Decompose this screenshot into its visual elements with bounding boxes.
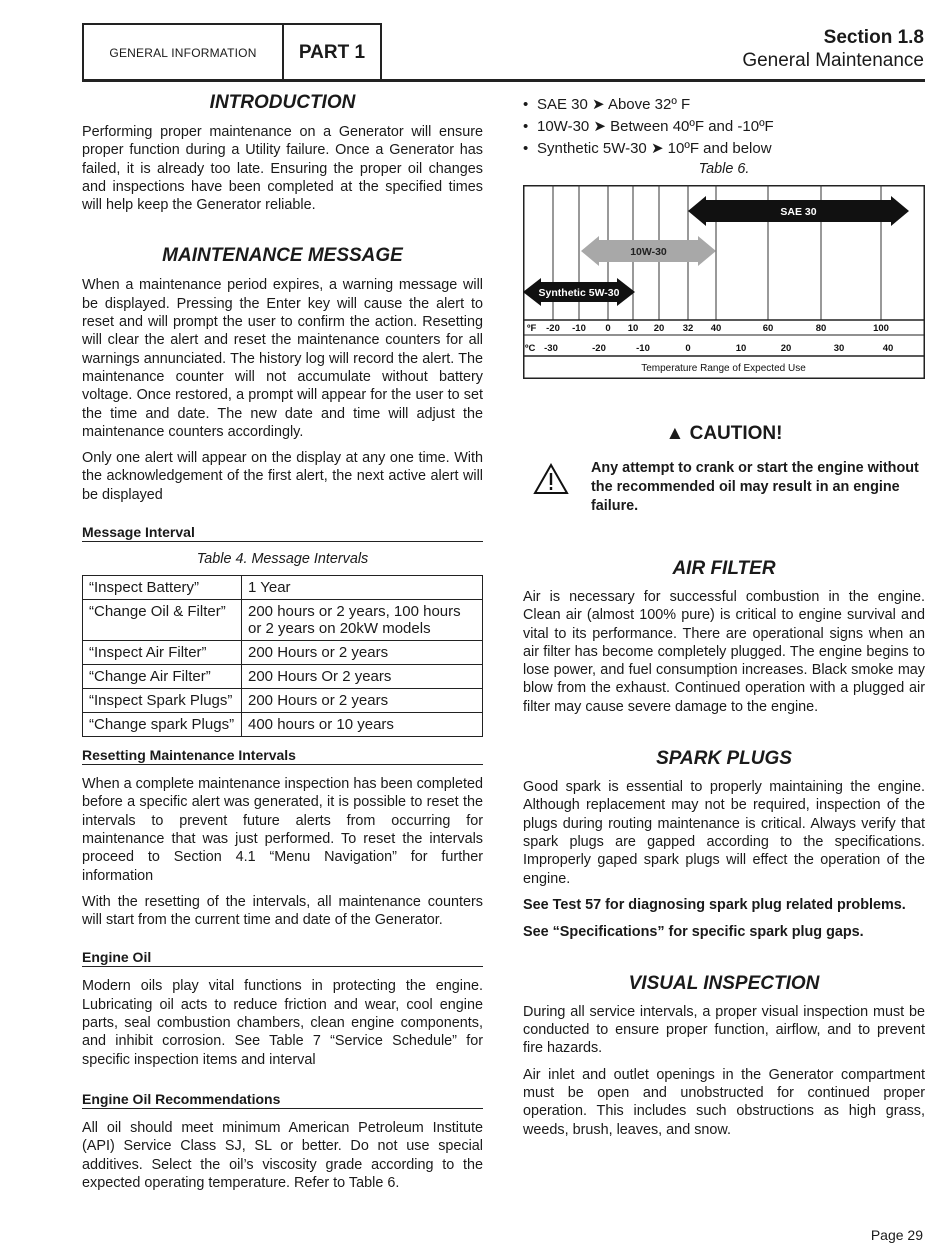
range-label: 10W-30 [630, 246, 667, 258]
section-number: Section 1.8 [823, 27, 924, 48]
table4-caption: Table 4. Message Intervals [196, 551, 369, 568]
interval-message-cell: “Change Oil & Filter” [83, 600, 242, 641]
caution-heading-text: CAUTION! [689, 423, 783, 444]
table-row [83, 576, 483, 600]
spark-note-1: See Test 57 for diagnosing spark plug related problems. [523, 896, 906, 913]
oil-grade-list [523, 94, 925, 160]
section-title: General Maintenance [742, 50, 924, 71]
f-tick-label: 20 [653, 323, 665, 334]
table-row [83, 665, 483, 689]
table-row [83, 689, 483, 713]
header-part [282, 23, 382, 81]
interval-value-cell: 200 Hours or 2 years [242, 641, 483, 665]
range-label: Synthetic 5W-30 [538, 287, 620, 299]
c-tick-label: -20 [592, 343, 606, 354]
c-tick-label: 10 [735, 343, 747, 354]
f-tick-label: 100 [873, 323, 889, 334]
spark-plugs-heading: SPARK PLUGS [656, 748, 792, 770]
list-item: • 10W-30 ➤ Between 40ºF and -10ºF [523, 118, 774, 135]
caution-block [523, 459, 925, 516]
header-section [742, 27, 924, 73]
f-tick-label: 32 [682, 323, 694, 334]
header-left-label: GENERAL INFORMATION [109, 46, 257, 60]
chart-xlabel: Temperature Range of Expected Use [641, 363, 806, 374]
f-axis-label: ºF [527, 323, 537, 334]
maintenance-heading: MAINTENANCE MESSAGE [162, 245, 403, 267]
page-number: Page 29 [870, 1227, 923, 1243]
engine-oil-rec-text: All oil should meet minimum American Petroleum Institute (API) Service Class SJ, SL or better. Do not use special additives. Select the oil’s viscosity grade according to the expected operating temperature. Refer to Table 6. [82, 1119, 483, 1191]
interval-value-cell: 200 Hours or 2 years [242, 689, 483, 713]
table6-caption: Table 6. [698, 161, 750, 177]
f-tick-label: 10 [627, 323, 639, 334]
header-general-info [82, 23, 284, 81]
c-tick-label: 30 [833, 343, 845, 354]
range-label: SAE 30 [780, 206, 817, 218]
interval-value-cell: 400 hours or 10 years [242, 713, 483, 737]
f-tick-label: 40 [710, 323, 722, 334]
air-filter-heading: AIR FILTER [672, 558, 776, 579]
visual-p2: Air inlet and outlet openings in the Generator compartment must be open and unobstructed for continued proper operation. This includes such obstructions as high grass, weeds, brush, leaves, and snow. [523, 1066, 925, 1138]
left-column [82, 92, 483, 1192]
caution-text: Any attempt to crank or start the engine without the recommended oil may result in an engine failure. [591, 460, 919, 514]
f-tick-label: -10 [572, 323, 586, 334]
warning-icon [533, 463, 569, 495]
spark-note-2: See “Specifications” for specific spark plug gaps. [523, 923, 864, 940]
caution-heading [523, 423, 925, 445]
interval-value-cell: 200 Hours Or 2 years [242, 665, 483, 689]
interval-message-cell: “Change spark Plugs” [83, 713, 242, 737]
c-tick-label: -30 [544, 343, 558, 354]
engine-oil-text: Modern oils play vital functions in protecting the engine. Lubricating oil acts to reduce friction and wear, cool engine parts, seal combustion chambers, clean engine components, and inhibit corrosion. See Table 7 “Service Schedule” for specific inspection items and interval [82, 978, 483, 1068]
warning-triangle-icon: ▲ [665, 423, 685, 444]
c-tick-label: 40 [882, 343, 894, 354]
resetting-p1: When a complete maintenance inspection has been completed before a specific alert was generated, it is possible to reset the intervals to prevent future alerts from occurring for maintenance that was just performed. To reset the intervals proceed to Section 4.1 “Menu Navigation” for further information [82, 776, 483, 884]
maintenance-p1: When a maintenance period expires, a warning message will be displayed. Pressing the Enter key will cause the alert to reset and will prompt the user to confirm the action. Resetting will clear the alert and reset the maintenance counters for all warnings annunciated. The history log will record the alert. The maintenance counter will not accumulate without battery voltage. Once restored, a prompt will appear for the user to set the time and date. The new date and time will adjust the maintenance counters accordingly. [82, 277, 483, 440]
header-part-label: PART 1 [298, 42, 366, 63]
f-tick-label: 0 [605, 323, 611, 334]
intro-text: Performing proper maintenance on a Generator will ensure proper function during a Utility failure. Once a Generator has failed, it is already too late. Ensuring the proper oil changes and inspections have been completed at the specified times will help keep the Generator reliable. [82, 124, 483, 214]
c-tick-label: 20 [780, 343, 792, 354]
c-tick-label: -10 [636, 343, 650, 354]
interval-message-cell: “Change Air Filter” [83, 665, 242, 689]
c-axis-label: ºC [525, 343, 536, 354]
right-column [523, 92, 925, 1139]
table-row [83, 600, 483, 641]
visual-heading: VISUAL INSPECTION [628, 972, 820, 994]
table-row [83, 713, 483, 737]
engine-oil-subheading: Engine Oil [82, 949, 483, 967]
air-filter-text: Air is necessary for successful combustion in the engine. Clean air (almost 100% pure) is critical to engine survival and vital to its performance. There are operational signs when an air filter has become completely plugged. The engine begins to lose power, and fuel consumption increases. Black smoke may blow from the exhaust. Continued operation with a plugged air filter may cause severe damage to the engine. [523, 589, 925, 715]
oil-temperature-chart [523, 185, 925, 381]
interval-message-cell: “Inspect Air Filter” [83, 641, 242, 665]
intro-heading: INTRODUCTION [209, 92, 356, 113]
interval-message-cell: “Inspect Battery” [83, 576, 242, 600]
f-tick-label: 80 [815, 323, 827, 334]
interval-message-cell: “Inspect Spark Plugs” [83, 689, 242, 713]
c-tick-label: 0 [685, 343, 691, 354]
f-tick-label: -20 [546, 323, 560, 334]
interval-value-cell: 1 Year [242, 576, 483, 600]
list-item: • SAE 30 ➤ Above 32º F [523, 96, 691, 113]
spark-plugs-text: Good spark is essential to properly maintaining the engine. Although replacement may not be required, inspection of the plugs during routing maintenance is critical. Always verify that spark plugs are gapped according to the specifications. Improperly gaped spark plugs will effect the operation of the engine. [523, 779, 925, 887]
header-rule [82, 79, 925, 82]
f-tick-label: 60 [762, 323, 774, 334]
engine-oil-rec-subheading: Engine Oil Recommendations [82, 1091, 483, 1109]
message-interval-subheading: Message Interval [82, 524, 483, 542]
list-item: • Synthetic 5W-30 ➤ 10ºF and below [523, 140, 772, 157]
table-row [83, 641, 483, 665]
interval-value-cell: 200 hours or 2 years, 100 hours or 2 years on 20kW models [242, 600, 483, 641]
message-interval-table [82, 575, 483, 737]
visual-p1: During all service intervals, a proper visual inspection must be conducted to ensure proper function, airflow, and to prevent fire hazards. [523, 1003, 925, 1057]
resetting-p2: With the resetting of the intervals, all maintenance counters will start from the current time and date of the Generator. [82, 893, 483, 929]
maintenance-p2: Only one alert will appear on the display at any one time. With the acknowledgement of the first alert, the next active alert will be displayed [82, 450, 483, 503]
resetting-subheading: Resetting Maintenance Intervals [82, 747, 483, 765]
